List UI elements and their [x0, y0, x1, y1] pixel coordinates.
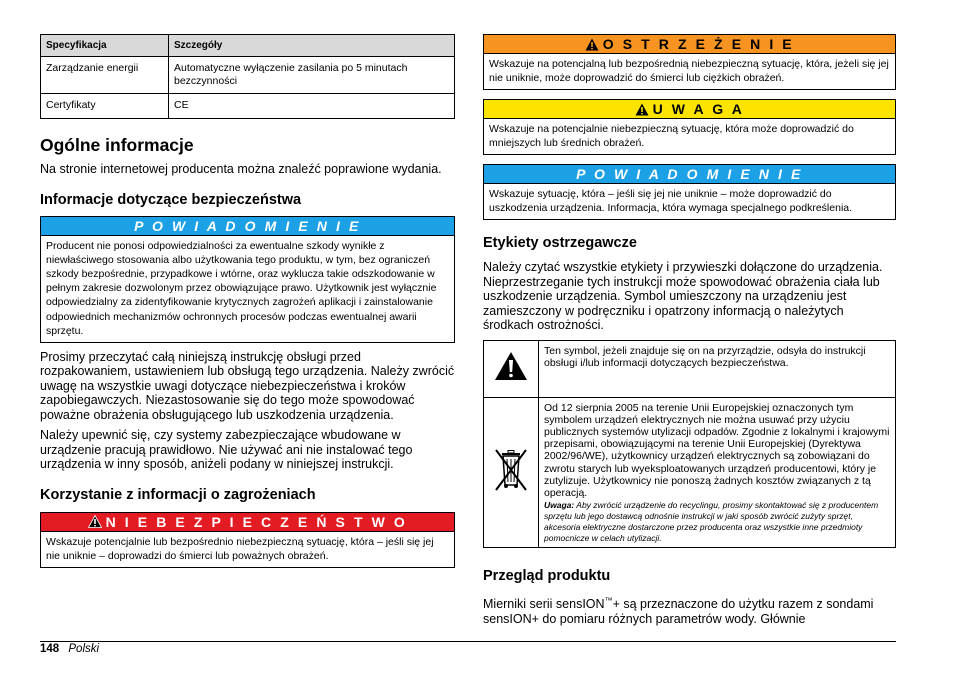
note-label: Uwaga: [544, 500, 575, 511]
symbol-text: Ten symbol, jeżeli znajduje się on na przyrządzie, odsyła do instrukcji obsługi i/lub informacji dotyczących bezpieczeństwa. [539, 340, 896, 397]
symbols-table [483, 340, 896, 549]
notice-header: P O W I A D O M I E N I E [484, 165, 895, 184]
spec-header-spec: Specyfikacja [41, 35, 169, 57]
footer-divider [40, 641, 896, 642]
hazard-notice-box [483, 164, 896, 220]
notice-text: Producent nie ponosi odpowiedzialności za ewentualne szkody wynikłe z niewłaściwego stosowania albo użytkowania tego produktu, w tym, bez ograniczeń szkody bezpośrednie, przypadkowe i wtórne, oraz wyklucza takie odszkodowanie w pełnym zakresie dozwolonym przez obowiązujące prawo. Użytkownik jest wyłącznie odpowiedzialny za zidentyfikowanie krytycznych zagrożeń aplikacji i zainstalowanie odpowiednich mechanizmów ochronnych procesów podczas ewentualnej awarii sprzętu. [46, 239, 437, 337]
caution-label: U W A G A [652, 101, 745, 117]
danger-label: N I E B E Z P I E C Z E Ń S T W O [105, 513, 408, 530]
trademark-sign: ™ [604, 596, 613, 606]
overview-text-b: + są przeznaczone do użytku razem z sondami sensION+ do pomiaru różnych parametrów wody. Głównie [483, 597, 874, 626]
notice-header: P O W I A D O M I E N I E [41, 217, 454, 236]
danger-header [41, 513, 454, 532]
spec-cell: Zarządzanie energii [41, 57, 169, 94]
symbol-icon-cell [484, 340, 539, 397]
note-text: Aby zwrócić urządzenie do recyclingu, prosimy skontaktować się z producentem sprzętu lub jego dostawcą odnośnie instrukcji w jaki sposób zwrócić zużyty sprzęt, akcesoria elektryczne dostarczone przez producenta oraz wszystkie inne przedmioty pomocnicze w celach utylizacji. [544, 500, 879, 543]
spec-table-header [41, 35, 455, 57]
page-number: 148 [40, 643, 60, 655]
weee-note [544, 500, 890, 543]
warning-box [483, 34, 896, 90]
footer-language: Polski [68, 643, 100, 655]
danger-box [40, 512, 455, 568]
labels-text: Należy czytać wszystkie etykiety i przywieszki dołączone do urządzenia. Nieprzestrzeganie tych instrukcji może spowodować obrażenia ciała lub uszkodzenie urządzenia. Symbol umieszczony na urządzeniu jest zamieszczony w podręczniku i opatrzony informacją o należytych środkach ostrożności. [483, 260, 883, 332]
section-title-labels: Etykiety ostrzegawcze [483, 235, 637, 251]
table-row [41, 94, 455, 119]
footer [40, 643, 99, 655]
spec-header-details: Szczegóły [169, 35, 455, 57]
overview-text [483, 594, 896, 626]
spec-cell: Automatyczne wyłączenie zasilania po 5 minutach bezczynności [169, 57, 455, 94]
table-row [41, 57, 455, 94]
left-column [40, 34, 455, 568]
danger-text: Wskazuje potencjalnie lub bezpośrednio niebezpieczną sytuację, która – jeśli się jej nie uniknie – doprowadzi do śmierci lub poważnych obrażeń. [46, 535, 434, 562]
safety-paragraph-1: Prosimy przeczytać całą niniejszą instrukcję obsługi przed rozpakowaniem, ustawieniem lub obsługą tego urządzenia. Należy zwrócić uwagę na wszystkie uwagi dotyczące niebezpieczeństwa i kroków zapobiegawczych. Niezastosowanie się do tego może spowodować poważne obrażenia obsługującego lub uszkodzenia urządzenia. [40, 349, 455, 422]
section-title-overview: Przegląd produktu [483, 568, 611, 585]
warning-header [484, 35, 895, 54]
caution-text: Wskazuje na potencjalnie niebezpieczną sytuację, która może doprowadzić do mniejszych lub średnich obrażeń. [489, 123, 854, 149]
section-title-general: Ogólne informacje [40, 135, 194, 155]
safety-notice-box [40, 216, 455, 343]
spec-cell: CE [169, 94, 455, 119]
right-column [483, 34, 896, 626]
crossed-bin-icon [491, 447, 531, 493]
warning-text: Wskazuje na potencjalną lub bezpośrednią niebezpieczną sytuację, która, jeżeli się jej nie uniknie, może doprowadzić do śmierci lub ciężkich obrażeń. [489, 58, 889, 84]
warning-triangle-icon [635, 103, 649, 116]
caution-header [484, 100, 895, 119]
overview-text-a: Mierniki serii sensION [483, 597, 605, 612]
symbol-icon-cell [484, 397, 539, 548]
table-row [484, 397, 896, 548]
warning-triangle-icon [494, 351, 528, 381]
safety-paragraph-2: Należy upewnić się, czy systemy zabezpieczające wbudowane w urządzenie pracują prawidłowo. Nie używać ani nie instalować tego urządzenia w inny sposób, aniżeli podany w niniejszej instrukcji. [40, 428, 413, 472]
spec-cell: Certyfikaty [41, 94, 169, 119]
spec-table [40, 34, 455, 119]
section-title-hazard: Korzystanie z informacji o zagrożeniach [40, 486, 316, 503]
symbol-text-weee [539, 397, 896, 548]
weee-text: Od 12 sierpnia 2005 na terenie Unii Europejskiej oznaczonych tym symbolem urządzeń elektrycznych nie można usuwać przy użyciu publicznych systemów utylizacji odpadów. Zgodnie z lokalnymi i krajowymi przepisami, obowiązującymi na terenie Unii Europejskiej (Dyrektywa 2002/96/WE), użytkownicy urządzeń elektrycznych są zobowiązani do zwrotu starych lub wyeksploatowanych urządzeń producentowi, który je zutylizuje. Użytkownicy nie ponoszą żadnych kosztów związanych z tą operacją. [544, 401, 890, 499]
caution-box [483, 99, 896, 155]
notice-text: Wskazuje sytuację, która – jeśli się jej nie uniknie – może doprowadzić do uszkodzenia urządzenia. Informacja, która wymaga specjalnego podkreślenia. [489, 188, 853, 214]
section-title-safety: Informacje dotyczące bezpieczeństwa [40, 191, 302, 208]
general-text: Na stronie internetowej producenta można znaleźć poprawione wydania. [40, 162, 442, 176]
warning-label: O S T R Z E Ż E N I E [602, 36, 795, 52]
warning-triangle-icon [585, 38, 599, 51]
warning-triangle-icon [88, 515, 102, 528]
table-row [484, 340, 896, 397]
